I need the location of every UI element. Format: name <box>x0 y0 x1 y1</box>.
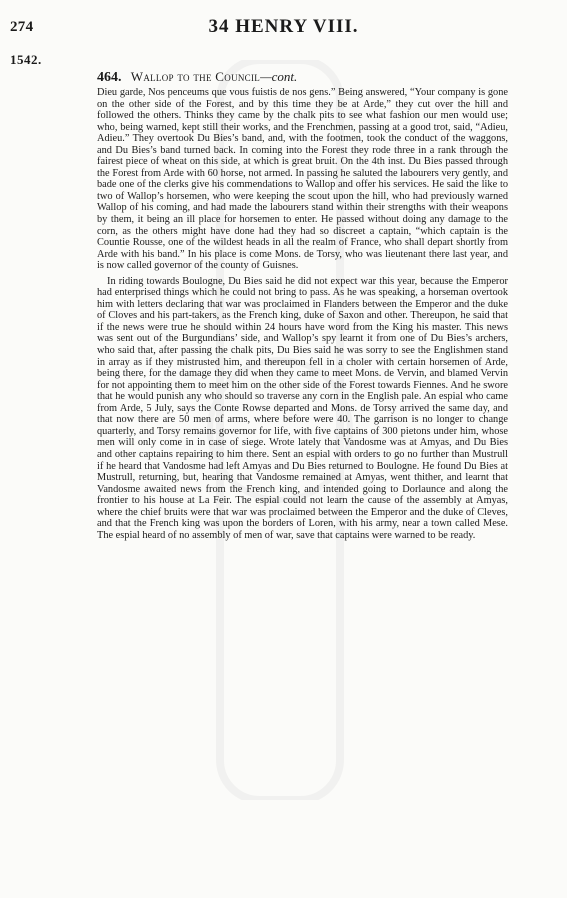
entry-heading <box>97 69 297 86</box>
paragraph: In riding towards Boulogne, Du Bies said he did not expect war this year, because the Emperor had enterprised things which he could not bring to pass. As he was speaking, a horseman overtook him with letters declaring that war was proclaimed in Flanders between the Emperor and the duke of Cloves and his part-takers, as the French king, duke of Saxon and other. Thereupon, he said that if the news were true he should within 24 hours have word from the King his master. This news was sent out of the Burgundians’ side, and Wallop’s spy learnt it from one of Du Bies’s archers, who said that, after passing the chalk pits, Du Bies said he was sorry to see the Englishmen stand in array as if they mistrusted him, and thereupon fell in a choler with certain horsemen of Arde, being there, for the damage they did when they came to meet Mons. de Vervin, and blamed Vervin for not appointing them to meet him on the other side of the Forest towards Fiennes. And he swore that he would punish any who should so traverse any corn in the English pale. An espial who came from Arde, 5 July, says the Conte Rowse departed and Mons. de Torsy arrived the same day, and that now there are 50 men of arms, where before were 40. The garrison is no longer to change quarterly, and Torsy remains governor for life, with five captains of 300 pietons under him, whose men will only come in in case of siege. Wrote lately that Vandosme was at Amyas, and Du Bies and other captains repairing to him there. Sent an espial with orders to go no further than Mustrull if he heard that Vandosme had left Amyas and Du Bies returned to Boulogne. He found Du Bies at Mustrull, returning, but, hearing that Vandosme remained at Amyas, went thither, and learnt that Vandosme awaited news from the French king, and intended going to Dorlaunce and along the frontier to his house at La Feir. The espial could not learn the cause of the assembly at Amyas, where the chief bruits were that war was proclaimed between the Emperor and the duke of Cleves, and that the French king was upon the borders of Loren, with his army, near a town called Mese. The espial heard of no assembly of men of war, save that captains were warned to be ready. <box>97 275 508 541</box>
year-label: 1542. <box>10 52 42 67</box>
entry-body <box>97 87 508 545</box>
page-number: 274 <box>10 19 34 35</box>
entry-title: Wallop to the Council <box>130 69 261 84</box>
entry-continuation: —cont. <box>260 69 298 84</box>
entry-number: 464. <box>97 70 122 85</box>
running-head: 34 HENRY VIII. <box>208 16 359 37</box>
paragraph: Dieu garde, Nos penceums que vous fuistis de nos gens.” Being answered, “Your company is gone on the other side of the Forest, and by this time they be at Arde,” they cut over the hill and followed the others. Thinks they came by the chalk pits to see what fashion our men would use; who, being warned, kept still their works, and the Frenchmen, passing at a good trot, said, “Adieu, Adieu.” They overtook Du Bies’s band, and, with the footmen, took the conduct of the waggons, and Du Bies’s band turned back. In coming into the Forest they rode three in a rank through the fairest piece of wheat on this side, at which is great bruit. On the 4th inst. Du Bies passed through the Forest from Arde with 60 horse, not armed. In passing he saluted the labourers very gently, and bade one of the clerks give his commendations to Wallop and offer his services. He said the like to two of Wallop’s horsemen, who were keeping the scout upon the hill, who had previously warned Wallop of his coming, and had made the labourers stand within their strengths with their weapons by them, it being an ill place for horsemen to enter. He passed without doing any damage to the corn, as the others might have done had they had so discreet a captain, “which captain is the Countie Rousse, one of the wildest heads in all the realm of France, who shall depart shortly from Arde with his band.” In his place is come Mons. de Torsy, who was lieutenant there last year, and is now called governor of the county of Guisnes. <box>97 87 508 272</box>
